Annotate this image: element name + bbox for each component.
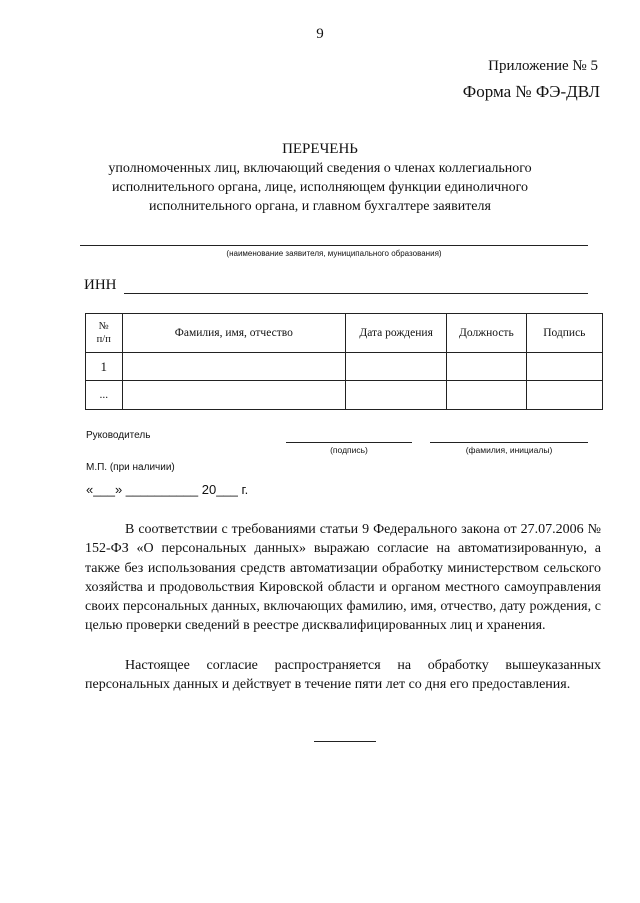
header-fio: Фамилия, имя, отчество (122, 314, 346, 353)
title-line-3: исполнительного органа, и главном бухгалтере заявителя (149, 199, 491, 214)
stamp-label: М.П. (при наличии) (86, 462, 175, 473)
table-row (86, 353, 603, 381)
title-line-1: уполномоченных лиц, включающий сведения о членах коллегиального (108, 161, 532, 176)
page-number: 9 (316, 26, 324, 42)
title-line-2: исполнительного органа, лице, исполняющем функции единоличного (111, 180, 528, 195)
header-position: Должность (447, 314, 527, 353)
table-row (86, 381, 603, 410)
header-num-line2: п/п (96, 334, 111, 345)
date-close-quote: » (114, 482, 123, 497)
header-birth-date: Дата рождения (346, 314, 447, 353)
consent-paragraph-2: Настоящее согласие распространяется на обработку вышеуказанных персональных данных и действует в течение пяти лет со дня его предоставления. (85, 658, 601, 693)
name-field[interactable] (430, 442, 588, 443)
name-caption: (фамилия, инициалы) (465, 445, 553, 455)
row-num: ... (86, 381, 123, 410)
applicant-caption: (наименование заявителя, муниципального образования) (226, 249, 442, 258)
date-open-quote: « (86, 482, 94, 497)
cell-fio[interactable] (122, 381, 346, 410)
header-signature: Подпись (526, 314, 602, 353)
signature-field[interactable] (286, 442, 412, 443)
cell-position[interactable] (447, 381, 527, 410)
date-day-field[interactable]: ___ (93, 482, 115, 497)
cell-birth-date[interactable] (346, 381, 447, 410)
inn-field[interactable] (124, 293, 588, 294)
signature-caption: (подпись) (330, 445, 368, 455)
row-num: 1 (86, 353, 123, 381)
consent-paragraph-1: В соответствии с требованиями статьи 9 Федерального закона от 27.07.2006 № 152-ФЗ «О персональных данных» выражаю согласие на автоматизированную, а также без использования средств автоматизации обработку министерством сельского хозяйства и продовольствия Кировской области и органом местного самоуправления своих персональных данных, включающих фамилию, имя, отчество, дату рождения, с целью проверки сведений в реестре дисквалифицированных лиц и хранения. (85, 522, 601, 634)
cell-signature[interactable] (526, 381, 602, 410)
persons-table (85, 313, 603, 410)
cell-fio[interactable] (122, 353, 346, 381)
header-num (86, 314, 123, 353)
inn-label: ИНН (84, 277, 117, 293)
date-month-field[interactable]: __________ (125, 482, 199, 497)
header-num-line1: № (98, 321, 109, 332)
title-heading: ПЕРЕЧЕНЬ (282, 141, 358, 157)
form-code: Форма № ФЭ-ДВЛ (462, 82, 600, 101)
appendix-label: Приложение № 5 (488, 58, 598, 74)
cell-position[interactable] (447, 353, 527, 381)
closing-separator (314, 741, 376, 742)
date-line (86, 482, 248, 497)
applicant-name-field[interactable] (80, 245, 588, 246)
cell-birth-date[interactable] (346, 353, 447, 381)
date-year-field[interactable]: ___ (216, 482, 238, 497)
table-header-row (86, 314, 603, 353)
date-suffix: г. (241, 482, 249, 497)
head-label: Руководитель (86, 430, 151, 441)
cell-signature[interactable] (526, 353, 602, 381)
document-title (60, 140, 580, 216)
date-year-prefix: 20 (201, 482, 217, 497)
